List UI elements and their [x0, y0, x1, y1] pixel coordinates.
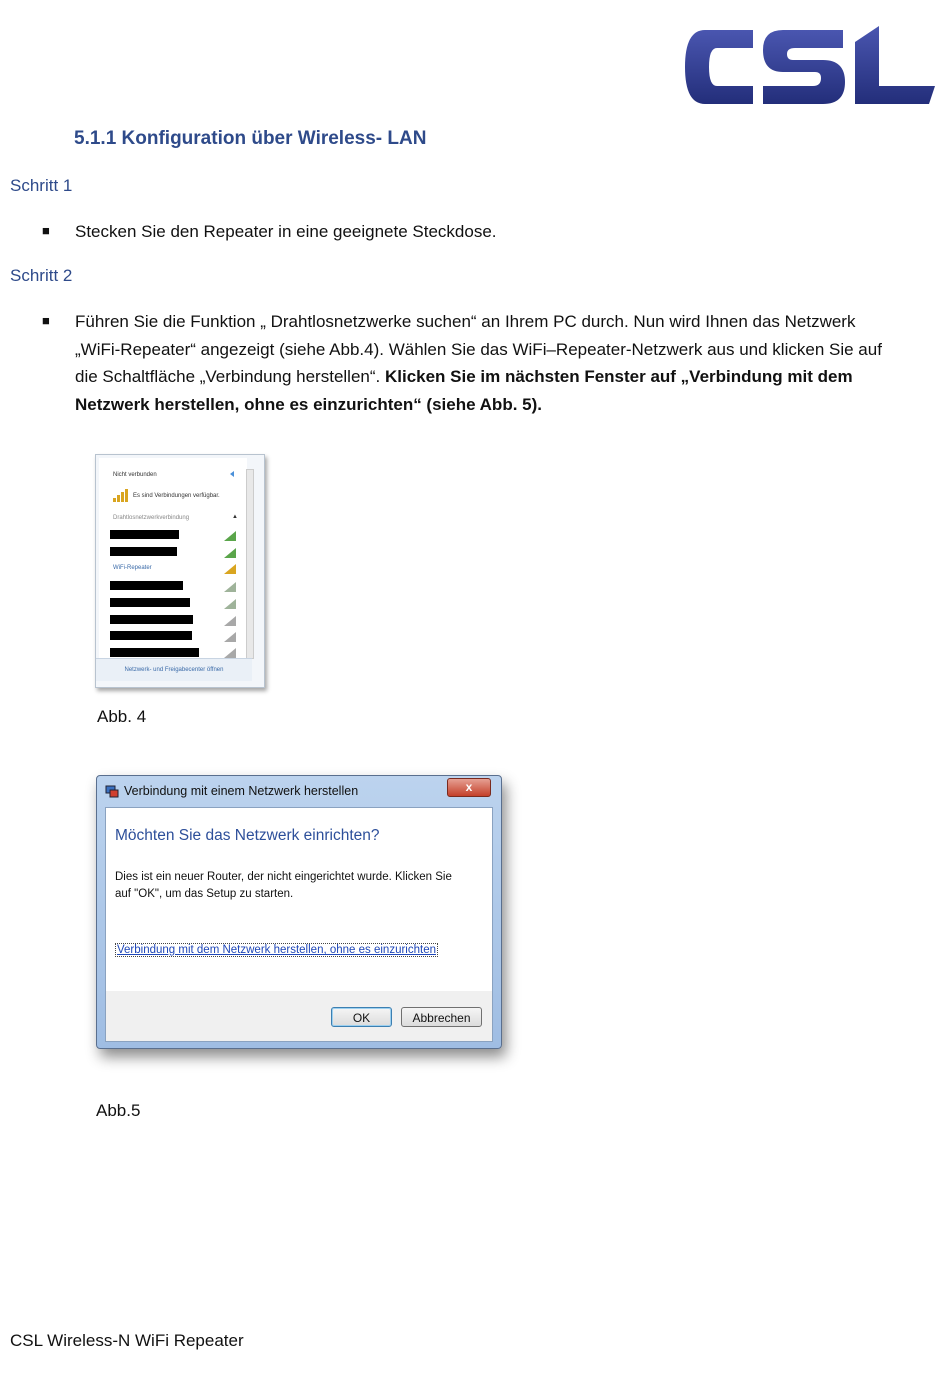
- signal-icon: [224, 582, 236, 592]
- signal-icon: [224, 648, 236, 658]
- signal-icon: [224, 599, 236, 609]
- step-2-line-4: Netzwerk herstellen, ohne es einzurichten“ (siehe Abb. 5).: [75, 394, 542, 414]
- close-button[interactable]: x: [447, 778, 491, 797]
- step-2-line-1: Führen Sie die Funktion „ Drahtlosnetzwerke suchen“ an Ihrem PC durch. Nun wird Ihnen das Netzwerk: [75, 312, 856, 331]
- network-center-link[interactable]: Netzwerk- und Freigabecenter öffnen: [96, 658, 252, 681]
- cancel-button[interactable]: Abbrechen: [401, 1007, 482, 1027]
- bullet-icon: ■: [42, 313, 50, 328]
- dialog-footer: [105, 991, 493, 1042]
- network-redacted[interactable]: [110, 615, 193, 624]
- step-1-text: Stecken Sie den Repeater in eine geeignete Steckdose.: [75, 222, 497, 241]
- connect-network-dialog: [96, 775, 502, 1049]
- dialog-title: Verbindung mit einem Netzwerk herstellen: [124, 784, 359, 798]
- step-1-label: Schritt 1: [10, 176, 73, 195]
- step-2-text: [75, 308, 935, 418]
- signal-icon: [224, 531, 236, 541]
- figure-5-caption: Abb.5: [96, 1101, 141, 1120]
- step-2-line-3: [75, 363, 935, 391]
- page-footer: CSL Wireless-N WiFi Repeater: [10, 1331, 244, 1350]
- signal-icon: [224, 564, 236, 574]
- wifi-network-list: [95, 454, 265, 688]
- collapse-icon[interactable]: ▲: [232, 514, 238, 520]
- dialog-text-line-1: Dies ist ein neuer Router, der nicht eingerichtet wurde. Klicken Sie: [115, 871, 452, 883]
- step-2-line-3a: die Schaltfläche „Verbindung herstellen“.: [75, 367, 385, 386]
- network-redacted[interactable]: [110, 547, 177, 556]
- step-2-label: Schritt 2: [10, 266, 73, 285]
- network-redacted[interactable]: [110, 648, 199, 657]
- refresh-icon[interactable]: [229, 470, 239, 478]
- step-2-line-2: „WiFi-Repeater“ angezeigt (siehe Abb.4). Wählen Sie das WiFi–Repeater-Netzwerk aus und klicken Sie auf: [75, 339, 882, 359]
- signal-icon: [224, 616, 236, 626]
- signal-icon: [224, 548, 236, 558]
- wifi-scrollbar[interactable]: [246, 469, 254, 659]
- dialog-question: Möchten Sie das Netzwerk einrichten?: [115, 827, 380, 844]
- wifi-available: Es sind Verbindungen verfügbar.: [133, 493, 220, 499]
- ok-button[interactable]: OK: [331, 1007, 392, 1027]
- bullet-icon: ■: [42, 223, 50, 238]
- csl-logo: [683, 22, 935, 112]
- step-2-line-3b: Klicken Sie im nächsten Fenster auf „Verbindung mit dem: [384, 367, 853, 386]
- wifi-section: Drahtlosnetzwerkverbindung: [113, 515, 190, 521]
- network-icon: [105, 784, 119, 798]
- connect-without-setup-link[interactable]: Verbindung mit dem Netzwerk herstellen, ohne es einzurichten: [117, 944, 436, 956]
- wifi-list-panel: [99, 458, 247, 658]
- network-wifi-repeater[interactable]: WiFi-Repeater: [113, 565, 152, 571]
- network-redacted[interactable]: [110, 598, 190, 607]
- dialog-text-line-2: auf "OK", um das Setup zu starten.: [115, 888, 294, 900]
- signal-bars-icon: [113, 488, 131, 502]
- dialog-body: [105, 807, 493, 992]
- signal-icon: [224, 632, 236, 642]
- network-redacted[interactable]: [110, 530, 179, 539]
- wifi-status: Nicht verbunden: [113, 472, 157, 478]
- network-redacted[interactable]: [110, 581, 183, 590]
- figure-4-caption: Abb. 4: [97, 707, 147, 726]
- network-redacted[interactable]: [110, 631, 192, 640]
- section-heading: 5.1.1 Konfiguration über Wireless- LAN: [74, 128, 427, 149]
- dialog-text: [115, 869, 475, 903]
